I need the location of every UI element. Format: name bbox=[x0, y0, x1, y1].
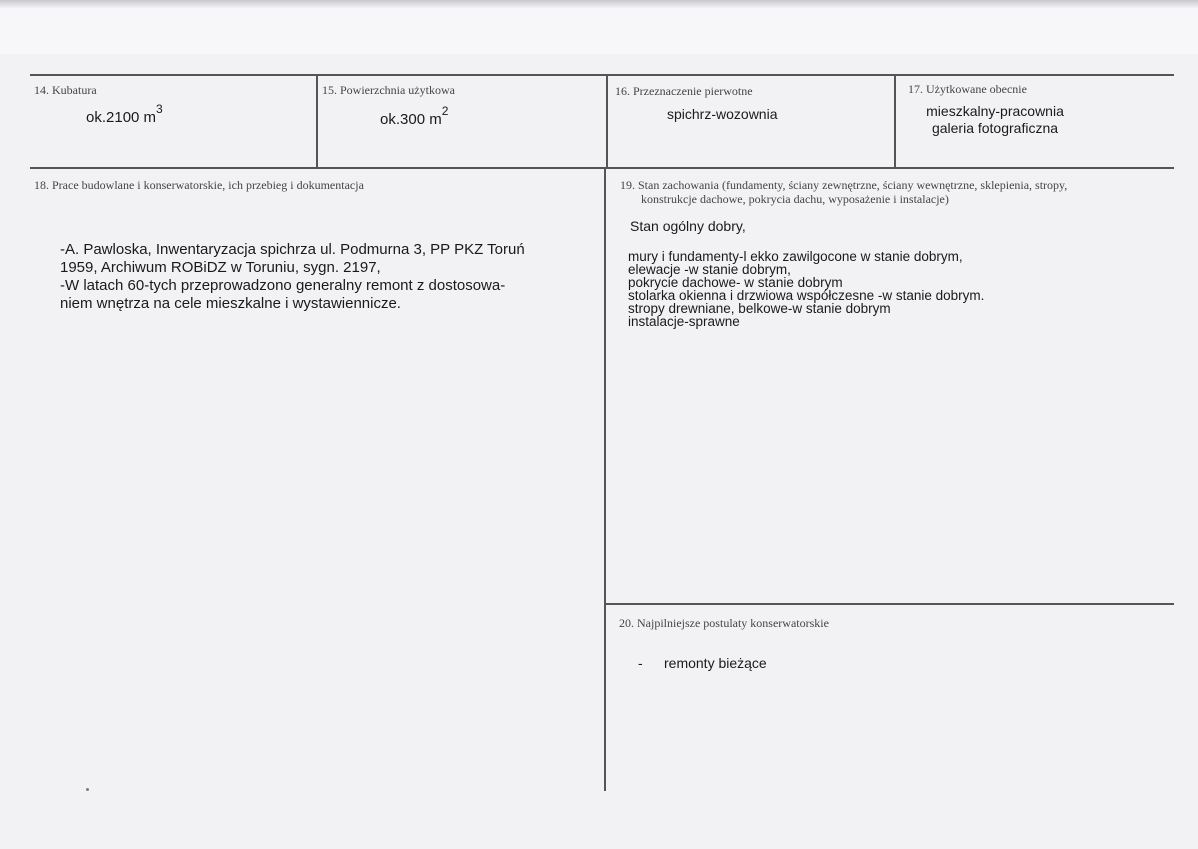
field-18-text bbox=[60, 241, 525, 313]
field-19-line: stropy drewniane, belkowe-w stanie dobrym bbox=[628, 301, 891, 316]
field-15-value-text: ok.300 m bbox=[380, 111, 442, 128]
field-18-line: -W latach 60-tych przeprowadzono generalny remont z dostosowa- bbox=[60, 277, 506, 294]
field-14-label: 14. Kubatura bbox=[34, 83, 97, 97]
field-19-intro: Stan ogólny dobry, bbox=[630, 218, 746, 234]
field-17-line: mieszkalny-pracownia bbox=[926, 103, 1064, 119]
field-17-line: galeria fotograficzna bbox=[931, 120, 1059, 136]
field-19-label-line: 19. Stan zachowania (fundamenty, ściany zewnętrzne, ściany wewnętrzne, sklepienia, stropy, bbox=[620, 178, 1068, 192]
field-15-label: 15. Powierzchnia użytkowa bbox=[322, 83, 455, 97]
field-16-value: spichrz-wozownia bbox=[667, 106, 778, 122]
page-top-edge bbox=[0, 0, 1198, 8]
field-16-label: 16. Przeznaczenie pierwotne bbox=[615, 84, 753, 98]
field-19-line: pokrycie dachowe- w stanie dobrym bbox=[628, 275, 843, 290]
field-19-text bbox=[628, 250, 984, 328]
col-divider-15-16 bbox=[606, 74, 608, 168]
scan-speck bbox=[86, 788, 89, 791]
col-divider-16-17 bbox=[894, 74, 896, 168]
field-18-line: 1959, Archiwum ROBiDZ w Toruniu, sygn. 2197, bbox=[60, 259, 381, 276]
col-divider-18-19 bbox=[604, 167, 606, 791]
row-divider bbox=[30, 167, 1174, 169]
field-18-line: -A. Pawloska, Inwentaryzacja spichrza ul. Podmurna 3, PP PKZ Toruń bbox=[60, 241, 525, 258]
field-20-bullet: - bbox=[638, 655, 643, 671]
field-19-line: elewacje -w stanie dobrym, bbox=[628, 262, 791, 277]
field-20-label: 20. Najpilniejsze postulaty konserwatorskie bbox=[619, 616, 829, 630]
page-top-margin bbox=[0, 8, 1198, 54]
field-15-value bbox=[380, 104, 449, 128]
section-20-divider bbox=[604, 603, 1174, 605]
field-19-line: stolarka okienna i drzwiowa współczesne -w stanie dobrym. bbox=[628, 288, 985, 303]
field-17-label: 17. Użytkowane obecnie bbox=[908, 82, 1027, 96]
col-divider-14-15 bbox=[316, 74, 318, 168]
field-19-label-line: konstrukcje dachowe, pokrycia dachu, wyposażenie i instalacje) bbox=[641, 192, 949, 206]
field-14-value-text: ok.2100 m bbox=[86, 109, 157, 126]
field-19-line: instalacje-sprawne bbox=[628, 314, 740, 329]
field-14-value-exponent: 3 bbox=[156, 102, 163, 116]
field-14-value bbox=[86, 102, 163, 126]
field-17-value bbox=[906, 103, 1084, 137]
field-15-value-exponent: 2 bbox=[441, 104, 449, 118]
field-20-item: remonty bieżące bbox=[664, 655, 767, 671]
field-18-label: 18. Prace budowlane i konserwatorskie, ich przebieg i dokumentacja bbox=[34, 178, 364, 192]
field-18-line: niem wnętrza na cele mieszkalne i wystawiennicze. bbox=[60, 295, 401, 312]
form-top-border bbox=[30, 74, 1174, 76]
field-19-line: mury i fundamenty-l ekko zawilgocone w stanie dobrym, bbox=[628, 249, 963, 264]
field-19-label bbox=[620, 178, 1067, 206]
